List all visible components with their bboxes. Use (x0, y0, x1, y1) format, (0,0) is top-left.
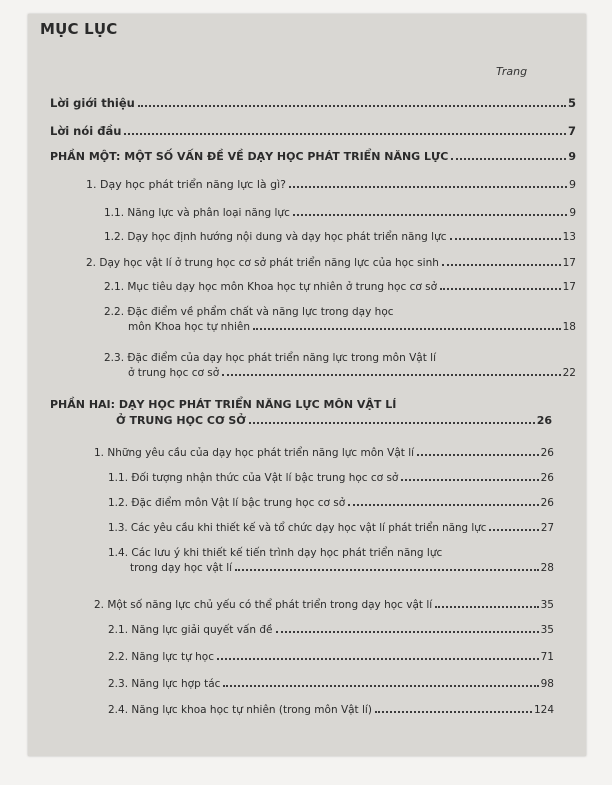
toc-entry-1-2 (104, 231, 576, 243)
toc-entry-page: 98 (540, 678, 554, 690)
toc-entry-ii-2-4 (108, 704, 554, 716)
toc-entry-title-line1: 2.3. Đặc điểm của dạy học phát triển năng lực trong môn Vật lí (104, 352, 436, 364)
toc-entry-ii-1 (94, 447, 554, 459)
toc-entry-title: 2.3. Năng lực hợp tác (108, 678, 221, 690)
toc-entry-title: 2.1. Năng lực giải quyết vấn đề (108, 624, 273, 636)
dot-leader (124, 132, 566, 135)
toc-entry-phan-hai (50, 398, 552, 427)
toc-entry-title-line2: Ở TRUNG HỌC CƠ SỞ (116, 414, 246, 427)
toc-entry-page: 7 (567, 124, 576, 138)
toc-entry-ii-1-3 (108, 522, 554, 534)
toc-entry-ii-2-1 (108, 624, 554, 636)
toc-entry-page: 5 (567, 96, 576, 110)
toc-entry-phan-mot (50, 150, 576, 163)
toc-entry-title: 2. Một số năng lực chủ yếu có thể phát triển trong dạy học vật lí (94, 599, 433, 611)
toc-entry-title-line1: 2.2. Đặc điểm về phẩm chất và năng lực trong dạy học (104, 306, 394, 318)
toc-entry-title: Lời giới thiệu (50, 96, 135, 110)
toc-entry-title: Lời nói đầu (50, 124, 122, 138)
page-column-label: Trang (496, 65, 528, 78)
toc-entry-page: 9 (569, 178, 576, 191)
dot-leader (222, 373, 560, 376)
dot-leader (489, 528, 538, 531)
toc-entry-page: 9 (568, 150, 576, 163)
toc-entry-page: 18 (562, 321, 576, 333)
toc-entry-2-2 (104, 306, 576, 333)
toc-entry-page: 35 (540, 599, 554, 611)
toc-entry-ii-1-2 (108, 497, 554, 509)
toc-entry-page: 35 (540, 624, 554, 636)
toc-entry-title-line2: trong dạy học vật lí (130, 562, 233, 574)
toc-entry-title-line2: môn Khoa học tự nhiên (128, 321, 251, 333)
toc-entry-loi-noi-dau (50, 124, 576, 138)
dot-leader (451, 157, 566, 160)
toc-entry-page: 17 (562, 257, 576, 269)
dot-leader (401, 478, 538, 481)
toc-entry-ii-2-3 (108, 678, 554, 690)
toc-entry-title: 1.3. Các yêu cầu khi thiết kế và tổ chức dạy học vật lí phát triển năng lực (108, 522, 487, 534)
toc-entry-page: 17 (562, 281, 576, 293)
toc-entry-1 (86, 178, 576, 191)
toc-entry-ii-2 (94, 599, 554, 611)
toc-entry-page: 26 (540, 447, 554, 459)
dot-leader (253, 327, 561, 330)
toc-entry-2-3 (104, 352, 576, 379)
toc-entry-page: 26 (536, 414, 552, 427)
toc-entry-ii-1-4 (108, 547, 554, 574)
dot-leader (442, 263, 561, 266)
toc-entry-ii-2-2 (108, 651, 554, 663)
toc-heading: MỤC LỤC (40, 20, 118, 38)
toc-entry-page: 124 (533, 704, 554, 716)
toc-entry-title: 1.2. Dạy học định hướng nội dung và dạy học phát triển năng lực (104, 231, 447, 243)
dot-leader (435, 605, 538, 608)
book-page (28, 14, 586, 756)
dot-leader (417, 453, 539, 456)
toc-entry-page: 22 (562, 367, 576, 379)
toc-entry-title: 1. Những yêu cầu của dạy học phát triển năng lực môn Vật lí (94, 447, 415, 459)
dot-leader (440, 287, 561, 290)
toc-entry-title: 2.1. Mục tiêu dạy học môn Khoa học tự nhiên ở trung học cơ sở (104, 281, 438, 293)
toc-entry-page: 27 (540, 522, 554, 534)
dot-leader (450, 237, 561, 240)
dot-leader (293, 213, 567, 216)
toc-entry-2 (86, 257, 576, 269)
dot-leader (235, 568, 539, 571)
toc-entry-page: 9 (569, 207, 576, 219)
dot-leader (348, 503, 538, 506)
toc-entry-title: 1.2. Đặc điểm môn Vật lí bậc trung học cơ sở (108, 497, 346, 509)
toc-entry-page: 13 (562, 231, 576, 243)
dot-leader (249, 421, 535, 424)
toc-entry-title: 2.2. Năng lực tự học (108, 651, 214, 663)
toc-entry-loi-gioi-thieu (50, 96, 576, 110)
toc-entry-1-1 (104, 207, 576, 219)
toc-entry-title: 2.4. Năng lực khoa học tự nhiên (trong môn Vật lí) (108, 704, 372, 716)
dot-leader (223, 684, 538, 687)
dot-leader (138, 104, 566, 107)
toc-entry-title: 1.1. Năng lực và phân loại năng lực (104, 207, 290, 219)
toc-entry-title: PHẦN MỘT: MỘT SỐ VẤN ĐỀ VỀ DẠY HỌC PHÁT TRIỂN NĂNG LỰC (50, 150, 449, 163)
toc-entry-title-line1: PHẦN HAI: DẠY HỌC PHÁT TRIỂN NĂNG LỰC MÔN VẬT LÍ (50, 398, 397, 411)
toc-entry-page: 26 (540, 472, 554, 484)
dot-leader (276, 630, 539, 633)
toc-entry-title: 1. Dạy học phát triển năng lực là gì? (86, 178, 286, 191)
toc-entry-title: 2. Dạy học vật lí ở trung học cơ sở phát triển năng lực của học sinh (86, 257, 439, 269)
toc-entry-page: 26 (540, 497, 554, 509)
toc-entry-title-line2: ở trung học cơ sở (128, 367, 220, 379)
toc-entry-2-1 (104, 281, 576, 293)
dot-leader (217, 657, 539, 660)
toc-entry-ii-1-1 (108, 472, 554, 484)
dot-leader (375, 710, 532, 713)
toc-entry-title: 1.1. Đối tượng nhận thức của Vật lí bậc trung học cơ sở (108, 472, 399, 484)
toc-entry-page: 28 (540, 562, 554, 574)
dot-leader (289, 185, 567, 188)
toc-entry-title-line1: 1.4. Các lưu ý khi thiết kế tiến trình dạy học phát triển năng lực (108, 547, 443, 559)
toc-entry-page: 71 (540, 651, 554, 663)
